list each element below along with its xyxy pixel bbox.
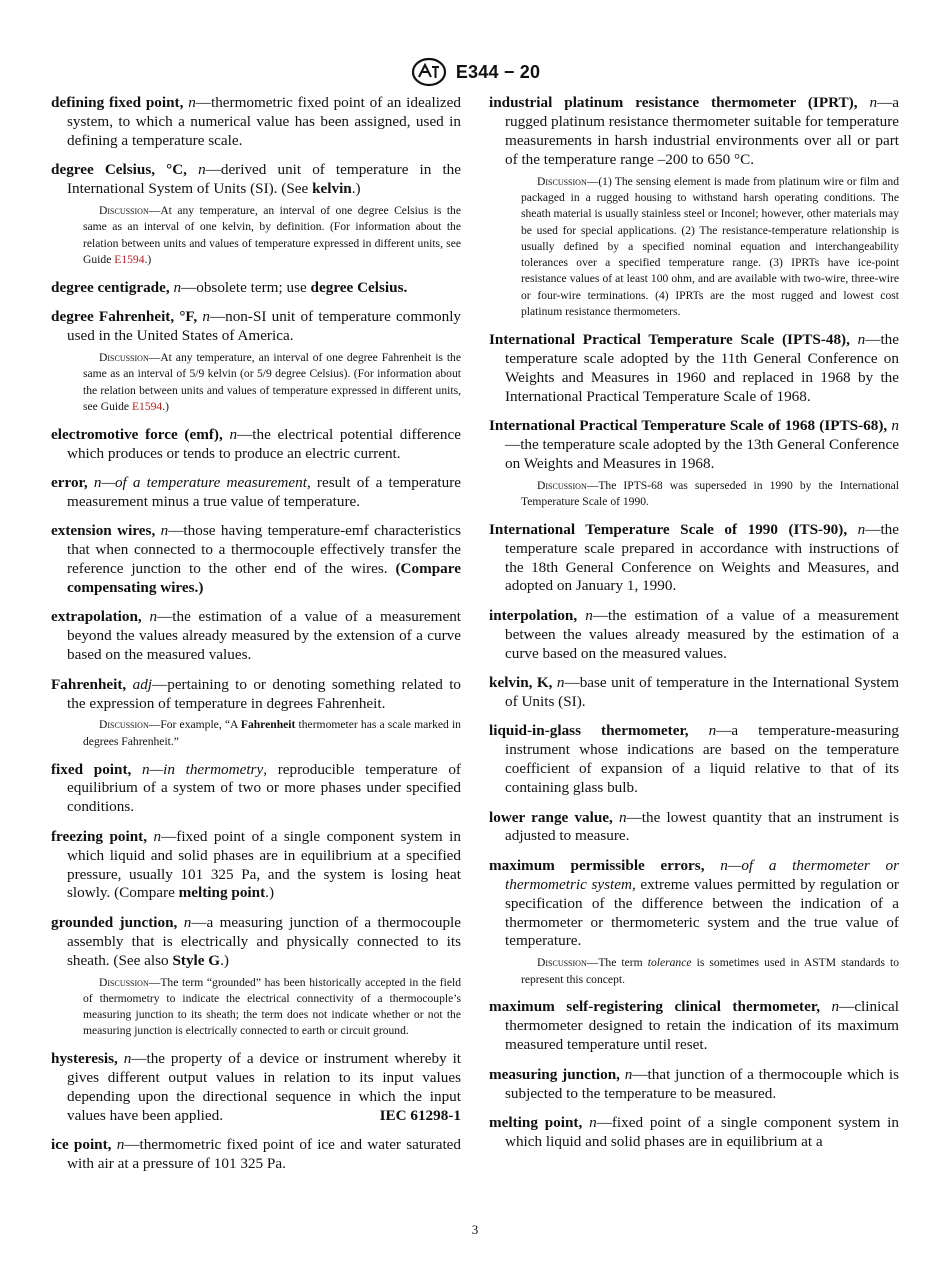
term-entry: hysteresis, n—the property of a device or instrument whereby it gives different output values in relation to its input values depending upon the directional sequence in which the input values have been applied. IEC 61298-1 [51, 1050, 462, 1124]
left-column [51, 94, 461, 1185]
term-entry: liquid-in-glass thermometer, n—a temperature-measuring instrument whose indications are based on the temperature coefficient of expansion of a liquid relative to that of its containing glass bulb. [489, 722, 899, 797]
guide-link[interactable]: E1594 [114, 252, 145, 266]
discussion-note: Discussion—The term tolerance is sometimes used in ASTM standards to represent this concept. [521, 956, 899, 986]
right-column [489, 94, 899, 1162]
term-entry: degree centigrade, n—obsolete term; use degree Celsius. [51, 278, 408, 296]
page-number: 3 [471, 1222, 479, 1237]
term-entry: electromotive force (emf), n—the electrical potential difference which produces or tends to produce an electric current. [51, 425, 461, 462]
term-entry: freezing point, n—fixed point of a single component system in which liquid and solid phases are in equilibrium at a specified pressure, usually 101 325 Pa, and the system is losing heat slowly. (Compare melting point.) [51, 827, 461, 902]
page-header [0, 57, 950, 87]
term-entry: International Temperature Scale of 1990 (ITS-90), n—the temperature scale prepared in accordance with instructions of the 18th General Conference on Weights and Measures, and adopted on January 1, 1990. [489, 520, 899, 595]
document-id: E344 − 20 [455, 61, 541, 82]
term-entry: International Practical Temperature Scale of 1968 (IPTS-68), n—the temperature scale adopted by the 13th General Conference on Weights and Measures in 1968. Discussion—The IPTS-68 was superseded in 1990 by the International Temperature Scale of 1990. [489, 417, 899, 510]
discussion-note: Discussion—For example, “A Fahrenheit thermometer has a scale marked in degrees Fahrenheit.” [83, 718, 461, 748]
term-entry: lower range value, n—the lowest quantity that an instrument is adjusted to measure. [489, 808, 899, 845]
astm-logo-icon [410, 57, 448, 87]
term-entry: degree Fahrenheit, °F, n—non-SI unit of temperature commonly used in the United States of America. Discussion—At any temperature, an interval of one degree Fahrenheit is the same as an interval of 5/9 kelvin (or 5/9 degree Celsius). (For information about the relation between units and values of temperature expressed in different units, see Guide E1594.) [51, 308, 461, 415]
term-entry: Fahrenheit, adj—pertaining to or denoting something related to the expression of temperature in degrees Fahrenheit. Discussion—For example, “A Fahrenheit thermometer has a scale marked in degrees Fahrenheit.” [51, 676, 461, 750]
term-entry: extension wires, n—those having temperature-emf characteristics that when connected to a thermocouple effectively transfer the reference junction to the other end of the wires. (Compare compensating wires.) [51, 522, 462, 596]
discussion-note: Discussion—At any temperature, an interval of one degree Celsius is the same as an interval of one kelvin, by definition. (For information about the relation between units and values of temperature expressed in different units, see Guide E1594.) [83, 204, 461, 266]
term-entry: melting point, n—fixed point of a single component system in which liquid and solid phases are in equilibrium at a [489, 1113, 899, 1150]
term-entry: grounded junction, n—a measuring junction of a thermocouple assembly that is electrically and physically connected to its sheath. (See also Style G.) Discussion—The term “grounded” has been historically accepted in the field of thermometry to indicate the electrical connectivity of a thermocouple’s measuring junction to its sheath; the term does not indicate whether or not the measuring junction is electrically connected to earth or circuit ground. [51, 914, 461, 1040]
term-entry: extrapolation, n—the estimation of a value of a measurement beyond the values already measured by the extension of a curve based on the measured values. [51, 608, 462, 664]
term-entry: maximum self-registering clinical thermometer, n—clinical thermometer designed to retain the indication of its maximum measured temperature until reset. [489, 998, 900, 1054]
discussion-note: Discussion—At any temperature, an interval of one degree Fahrenheit is the same as an interval of 5/9 kelvin (or 5/9 degree Celsius). (For information about the relation between units and values of temperature expressed in different units, see Guide E1594.) [83, 350, 461, 413]
source-reference: IEC 61298-1 [379, 1106, 461, 1124]
term-entry: ice point, n—thermometric fixed point of ice and water saturated with air at a pressure of 101 325 Pa. [51, 1136, 462, 1173]
guide-link[interactable]: E1594 [131, 399, 163, 413]
discussion-note: Discussion—The term “grounded” has been historically accepted in the field of thermometry to indicate the electrical connectivity of a thermocouple’s measuring junction to its sheath; the term does not indicate whether or not the measuring junction is electrically connected to earth or circuit ground. [83, 975, 461, 1038]
term-entry: kelvin, K, n—base unit of temperature in the International System of Units (SI). [489, 674, 900, 710]
term-entry: defining fixed point, n—thermometric fixed point of an idealized system, to which a numerical value has been assigned, used in defining a temperature scale. [51, 94, 461, 149]
term-entry: fixed point, n—in thermometry, reproducible temperature of equilibrium of a system of two or more phases under specified conditions. [51, 760, 461, 816]
discussion-note: Discussion—The IPTS-68 was superseded in 1990 by the International Temperature Scale of 1990. [521, 478, 899, 508]
term-entry: International Practical Temperature Scale (IPTS-48), n—the temperature scale adopted by the 11th General Conference on Weights and Measures in 1960 and replaced in 1968 by the International Practical Temperature Scale of 1968. [489, 330, 899, 405]
term-entry: degree Celsius, °C, n—derived unit of temperature in the International System of Units (SI). (See kelvin.) Discussion—At any temperature, an interval of one degree Celsius is the same as an interval of one kelvin, by definition. (For information about the relation between units and values of temperature expressed in different units, see Guide E1594.) [51, 161, 461, 268]
term-entry: measuring junction, n—that junction of a thermocouple which is subjected to the temperature to be measured. [489, 1065, 899, 1102]
term-entry: maximum permissible errors, n—of a thermometer or thermometric system, extreme values permitted by regulation or specification of the difference between the indication of a thermometer or thermometeric system and the true value of temperature. Discussion—The term tolerance is sometimes used in ASTM standards to represent this concept. [489, 857, 899, 988]
term-entry: error, n—of a temperature measurement, result of a temperature measurement minus a true value of temperature. [51, 473, 462, 510]
discussion-note: Discussion—(1) The sensing element is made from platinum wire or film and packaged in a rugged housing to withstand harsh operating conditions. The sheath material is usually stainless steel or Inconel; however, other materials may be used for special applications. (2) The resistance-temperature relationship is usually defined by a specified nominal equation and interchangeability tolerances over a specified temperature range. (3) IPRTs have ice-point resistance values of at least 100 ohm, and are available with two-wire, three-wire or four-wire terminations. (4) IPRTs are the most rugged and lowest cost platinum resistance thermometers. [521, 174, 899, 318]
term-entry: interpolation, n—the estimation of a value of a measurement between the values already measured by the estimation of a curve based on the measured values. [489, 606, 900, 662]
term-entry: industrial platinum resistance thermometer (IPRT), n—a rugged platinum resistance thermometer suitable for temperature measurements in harsh industrial environments over all or part of the temperature range –200 to 650 °C. Discussion—(1) The sensing element is made from platinum wire or film and packaged in a rugged housing to withstand harsh operating conditions. The sheath material is usually stainless steel or Inconel; however, other materials may be used for special applications. (2) The resistance-temperature relationship is usually defined by a specified nominal equation and interchangeability tolerances over a specified temperature range. (3) IPRTs have ice-point resistance values of at least 100 ohm, and are available with two-wire, three-wire or four-wire terminations. (4) IPRTs are the most rugged and lowest cost platinum resistance thermometers. [489, 94, 899, 320]
